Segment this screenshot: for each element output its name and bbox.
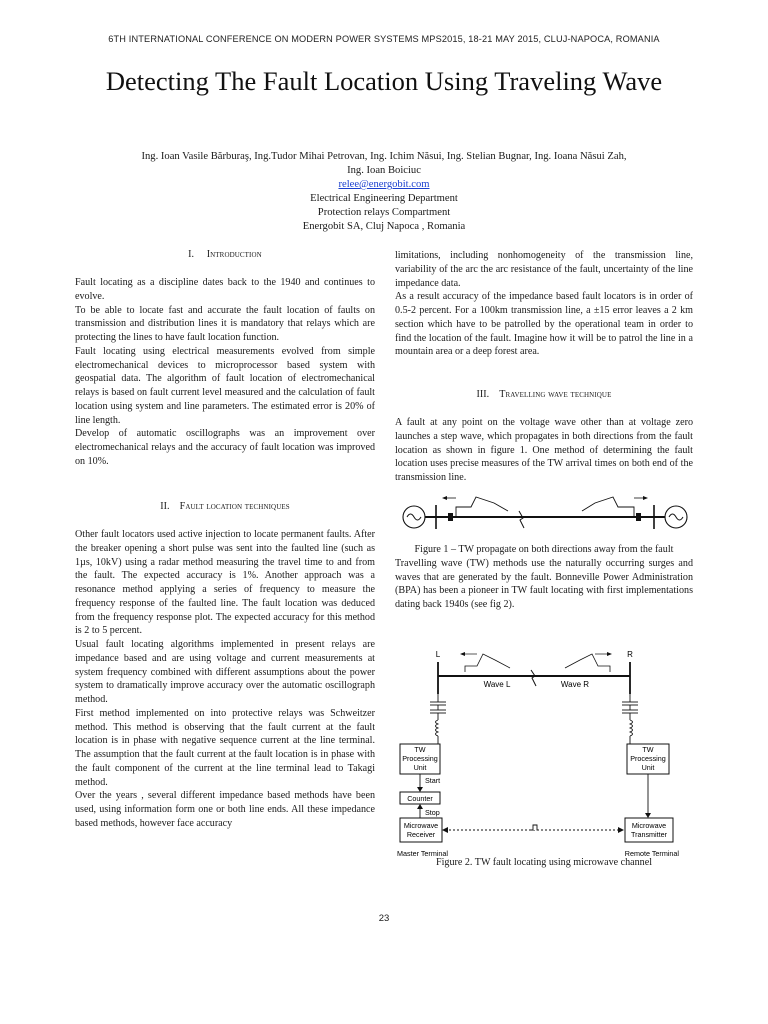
svg-text:Unit: Unit xyxy=(641,763,655,772)
svg-text:Microwave: Microwave xyxy=(403,821,439,830)
wave-left xyxy=(456,497,508,517)
wave-l-label: Wave L xyxy=(483,680,511,689)
author-list-line-1: Ing. Ioan Vasile Bărburaş, Ing.Tudor Mihai Petrovan, Ing. Ichim Năsui, Ing. Stelian Bugnar, Ing. Ioana Năsui Zah, xyxy=(141,151,627,162)
section-1-title: Introduction xyxy=(206,249,262,260)
paragraph: Over the years , several different impedance based methods have been used, using information form one or both line ends. All these impedance based methods, however face accuracy xyxy=(75,790,375,829)
figure-1-diagram xyxy=(396,493,694,541)
paragraph: First method implemented on into protective relays was Schweitzer method. This method is observing that the fault current at the fault location is in phase with negative sequence current at the line terminal. The assumption that the fault current at the fault location is in phase with the fault component of the current at the line terminal lead to Takagi method. xyxy=(75,707,375,788)
terminal-l-label: L xyxy=(435,650,441,659)
section-3-body xyxy=(395,416,693,485)
figure-2-diagram xyxy=(395,646,695,864)
paragraph: Fault locating using electrical measurements evolved from simple electromechanical devices to microprocessor based system with geospatial data. The algorithm of fault location of electromechanical relays is based on fault current level measured and the calculation of fault location using system and line parameters. The estimated error is 20% of line length. xyxy=(75,345,375,426)
wave-r-label: Wave R xyxy=(560,680,590,689)
section-1-body xyxy=(75,276,375,469)
terminal-r-label: R xyxy=(627,650,633,659)
fault-icon xyxy=(531,670,536,686)
figure-2-caption-block xyxy=(395,856,693,870)
svg-text:Processing: Processing xyxy=(630,754,666,763)
paper-title: Detecting The Fault Location Using Traveling Wave xyxy=(105,66,663,96)
wave-r-shape xyxy=(565,654,610,672)
paragraph: Usual fault locating algorithms implemented in present relays are impedance based and are using voltage and current measurements at system frequency combined with different assumptions about the power system to dramatically improve accuracy over the automatic oscillograph method. xyxy=(75,639,375,705)
paragraph: Other fault locators used active injection to locate permanent faults. After the breaker opening a short pulse was sent into the faulted line (such as 1µs, 10kV) using a radar method measuring the travel time to and from the fault. The expected accuracy is 1%. Another approach was a resonance method applying a series of frequency to measure the frequency response of the faulted line. The fault location was deduced from the frequency response plot. The expected accuracy for this method is 2 to 5 percent. xyxy=(75,529,375,637)
svg-text:Receiver: Receiver xyxy=(406,830,436,839)
paragraph: Travelling wave (TW) methods use the naturally occurring surges and waves that are generated by the fault. Bonneville Power Administration (BPA) has been a pioneer in TW fault locating with first implementations dating back 1940s (see fig 2). xyxy=(395,557,693,610)
section-3-heading xyxy=(395,388,693,402)
right-column-top xyxy=(395,249,693,359)
cvt-left-icon xyxy=(430,694,446,744)
start-label: Start xyxy=(425,776,441,785)
paragraph: Develop of automatic oscillographs was an improvement over electromechanical relays and the accuracy of fault location was improved on 10%. xyxy=(75,428,375,467)
section-2-number: II. xyxy=(160,501,170,512)
affiliation-compartment: Protection relays Compartment xyxy=(317,207,451,218)
section-3-number: III. xyxy=(476,389,490,400)
author-list-line-2: Ing. Ioan Boiciuc xyxy=(347,165,421,176)
section-3-title: Travelling wave technique xyxy=(499,389,612,400)
paragraph: To be able to locate fast and accurate the fault location of faults on transmission and distribution lines it is mandatory that relays which are protecting the lines to have fault location function. xyxy=(75,304,375,343)
pulse-icon xyxy=(531,825,539,830)
remote-terminal-label: Remote Terminal xyxy=(624,849,679,858)
breaker-left-icon xyxy=(448,513,453,521)
svg-text:TW: TW xyxy=(414,745,426,754)
page-number: 23 xyxy=(378,913,390,924)
paragraph: Fault locating as a discipline dates back to the 1940 and continues to evolve. xyxy=(75,277,375,302)
figure-1-caption: Figure 1 – TW propagate on both directions away from the fault xyxy=(414,544,674,555)
svg-text:Transmitter: Transmitter xyxy=(630,830,668,839)
section-2-title: Fault location techniques xyxy=(179,501,290,512)
author-email-link[interactable]: relee@energobit.com xyxy=(338,179,430,190)
section-2-body xyxy=(75,528,375,831)
author-block xyxy=(70,150,698,234)
section-1-number: I. xyxy=(188,249,195,260)
stop-label: Stop xyxy=(425,808,440,817)
wave-l-shape xyxy=(465,654,510,672)
svg-text:Unit: Unit xyxy=(413,763,427,772)
conference-header: 6TH INTERNATIONAL CONFERENCE ON MODERN POWER SYSTEMS MPS2015, 18-21 MAY 2015, CLUJ-NAPOCA, ROMANIA xyxy=(108,34,660,44)
affiliation-company: Energobit SA, Cluj Napoca , Romania xyxy=(302,221,466,232)
figure-1-caption-block xyxy=(395,543,693,612)
affiliation-department: Electrical Engineering Department xyxy=(310,193,458,204)
fault-icon xyxy=(519,511,524,528)
master-terminal-label: Master Terminal xyxy=(397,849,448,858)
paragraph: limitations, including nonhomogeneity of the transmission line, variability of the arc the arc resistance of the fault, uncertainty of the line impedance data. xyxy=(395,250,693,289)
paragraph: As a result accuracy of the impedance based fault locators is in order of 0.5-2 percent. For a 100km transmission line, a ±15 error leaves a 2 km section which have to be patrolled by the operational team in order to find the location of the fault. Imagine how it will be to patrol the line in a mountain area or a deep forest area. xyxy=(395,291,693,358)
paragraph: A fault at any point on the voltage wave other than at voltage zero launches a step wave, which propagates in both directions from the fault location as shown in figure 1. One method of determining the fault location uses precise measures of the TW arrival times on both end of the transmission line. xyxy=(395,417,693,483)
svg-text:Counter: Counter xyxy=(407,794,433,803)
section-2-heading xyxy=(75,500,375,514)
cvt-right-icon xyxy=(622,694,638,744)
wave-right xyxy=(582,497,634,517)
section-1-heading xyxy=(75,248,375,262)
breaker-right-icon xyxy=(636,513,641,521)
svg-text:TW: TW xyxy=(642,745,654,754)
figure-2-caption: Figure 2. TW fault locating using microwave channel xyxy=(435,857,653,868)
svg-text:Microwave: Microwave xyxy=(631,821,667,830)
svg-text:Processing: Processing xyxy=(402,754,438,763)
